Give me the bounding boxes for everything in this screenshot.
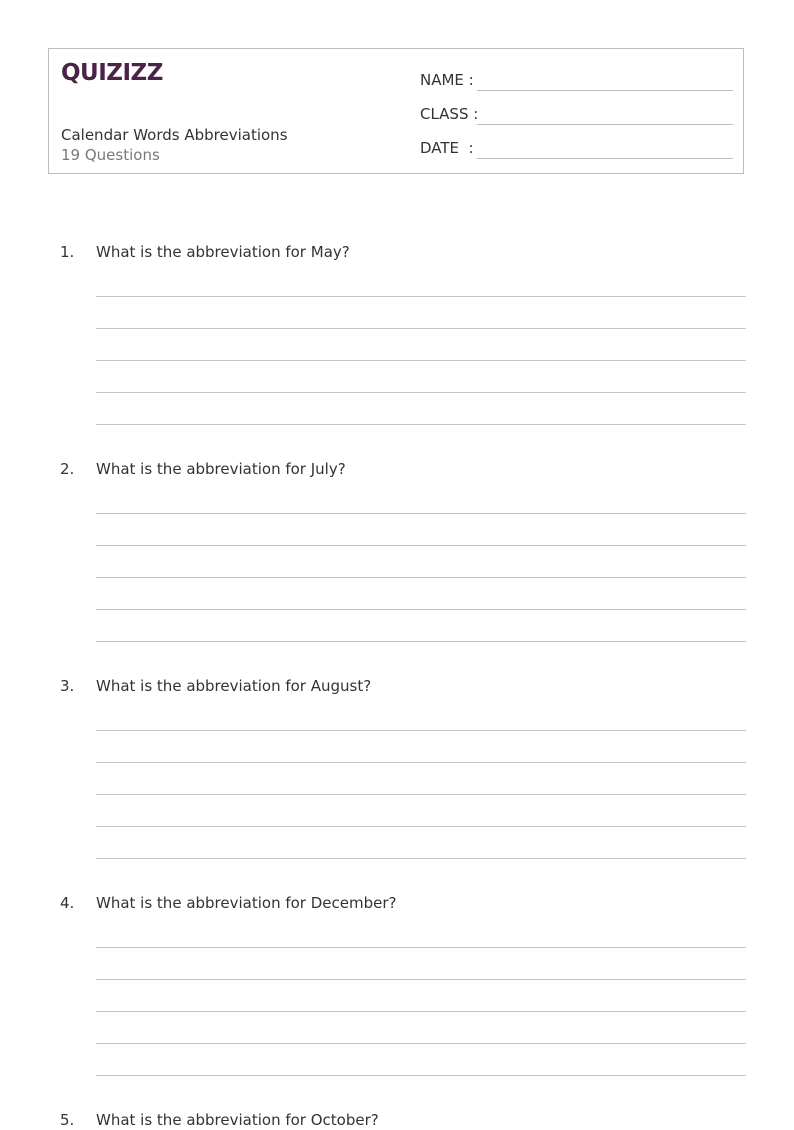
question-number: 1. — [60, 243, 75, 261]
question-count: 19 Questions — [61, 146, 160, 164]
answer-line[interactable] — [96, 392, 746, 393]
answer-line[interactable] — [96, 424, 746, 425]
question-number: 5. — [60, 1111, 75, 1129]
class-field[interactable] — [420, 101, 733, 125]
answer-line[interactable] — [96, 762, 746, 763]
question-text: What is the abbreviation for August? — [96, 677, 372, 695]
answer-line[interactable] — [96, 577, 746, 578]
class-blank-line — [477, 124, 733, 125]
answer-line[interactable] — [96, 296, 746, 297]
question-number: 2. — [60, 460, 75, 478]
answer-line[interactable] — [96, 730, 746, 731]
answer-line[interactable] — [96, 360, 746, 361]
quizizz-logo: QUIZIZZ — [61, 60, 163, 86]
answer-line[interactable] — [96, 641, 746, 642]
question-text: What is the abbreviation for July? — [96, 460, 346, 478]
date-blank-line — [477, 158, 733, 159]
answer-line[interactable] — [96, 826, 746, 827]
worksheet-title: Calendar Words Abbreviations — [61, 126, 288, 144]
name-label: NAME : — [420, 71, 474, 89]
date-label: DATE : — [420, 139, 474, 157]
answer-line[interactable] — [96, 328, 746, 329]
answer-line[interactable] — [96, 947, 746, 948]
name-blank-line — [477, 90, 733, 91]
question-number: 4. — [60, 894, 75, 912]
answer-line[interactable] — [96, 1011, 746, 1012]
answer-line[interactable] — [96, 794, 746, 795]
answer-line[interactable] — [96, 979, 746, 980]
question-number: 3. — [60, 677, 75, 695]
answer-line[interactable] — [96, 858, 746, 859]
answer-line[interactable] — [96, 1075, 746, 1076]
answer-line[interactable] — [96, 1043, 746, 1044]
date-field[interactable] — [420, 135, 733, 159]
class-label: CLASS : — [420, 105, 479, 123]
answer-line[interactable] — [96, 609, 746, 610]
answer-line[interactable] — [96, 545, 746, 546]
worksheet-header — [48, 48, 744, 174]
name-field[interactable] — [420, 67, 733, 91]
question-text: What is the abbreviation for December? — [96, 894, 397, 912]
question-text: What is the abbreviation for October? — [96, 1111, 379, 1129]
question-text: What is the abbreviation for May? — [96, 243, 350, 261]
answer-line[interactable] — [96, 513, 746, 514]
